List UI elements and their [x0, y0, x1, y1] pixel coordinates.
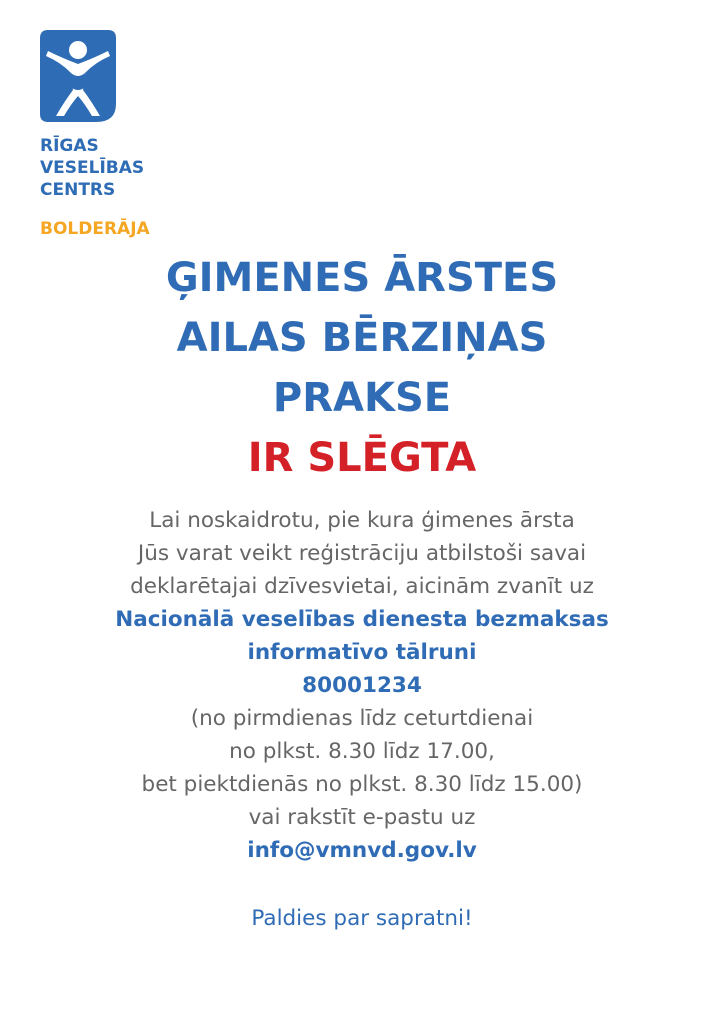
- intro-line: Jūs varat veikt reģistrāciju atbilstoši savai: [137, 541, 587, 566]
- hours-line: (no pirmdienas līdz ceturtdienai: [190, 706, 534, 731]
- branch-name: BOLDERĀJA: [40, 219, 150, 239]
- headline-line: PRAKSE: [272, 375, 452, 421]
- email-link[interactable]: info@vmnvd.gov.lv: [247, 838, 477, 863]
- organization-name: [40, 135, 144, 201]
- spacer: [0, 867, 724, 902]
- rigas-veselibas-centrs-logo: [40, 30, 116, 122]
- headline-line: AILAS BĒRZIŅAS: [176, 315, 548, 361]
- organization-name-line: RĪGAS: [40, 136, 99, 156]
- email-prompt: vai rakstīt e-pastu uz: [248, 805, 476, 830]
- notice-headline: [0, 248, 724, 488]
- service-line: informatīvo tālruni: [247, 640, 477, 665]
- hours-line: no plkst. 8.30 līdz 17.00,: [229, 739, 495, 764]
- intro-line: deklarētajai dzīvesvietai, aicinām zvanīt uz: [130, 574, 594, 599]
- closed-status: IR SLĒGTA: [247, 435, 477, 481]
- phone-number[interactable]: 80001234: [302, 673, 422, 698]
- organization-name-line: VESELĪBAS: [40, 158, 145, 178]
- hours-line: bet piektdienās no plkst. 8.30 līdz 15.00): [141, 772, 583, 797]
- organization-name-line: CENTRS: [40, 180, 116, 200]
- thanks-text: Paldies par sapratni!: [251, 906, 473, 931]
- notice-message: [0, 504, 724, 935]
- service-line: Nacionālā veselības dienesta bezmaksas: [115, 607, 609, 632]
- headline-line: ĢIMENES ĀRSTES: [165, 255, 559, 301]
- person-figure-icon: [40, 30, 116, 122]
- intro-line: Lai noskaidrotu, pie kura ģimenes ārsta: [149, 508, 575, 533]
